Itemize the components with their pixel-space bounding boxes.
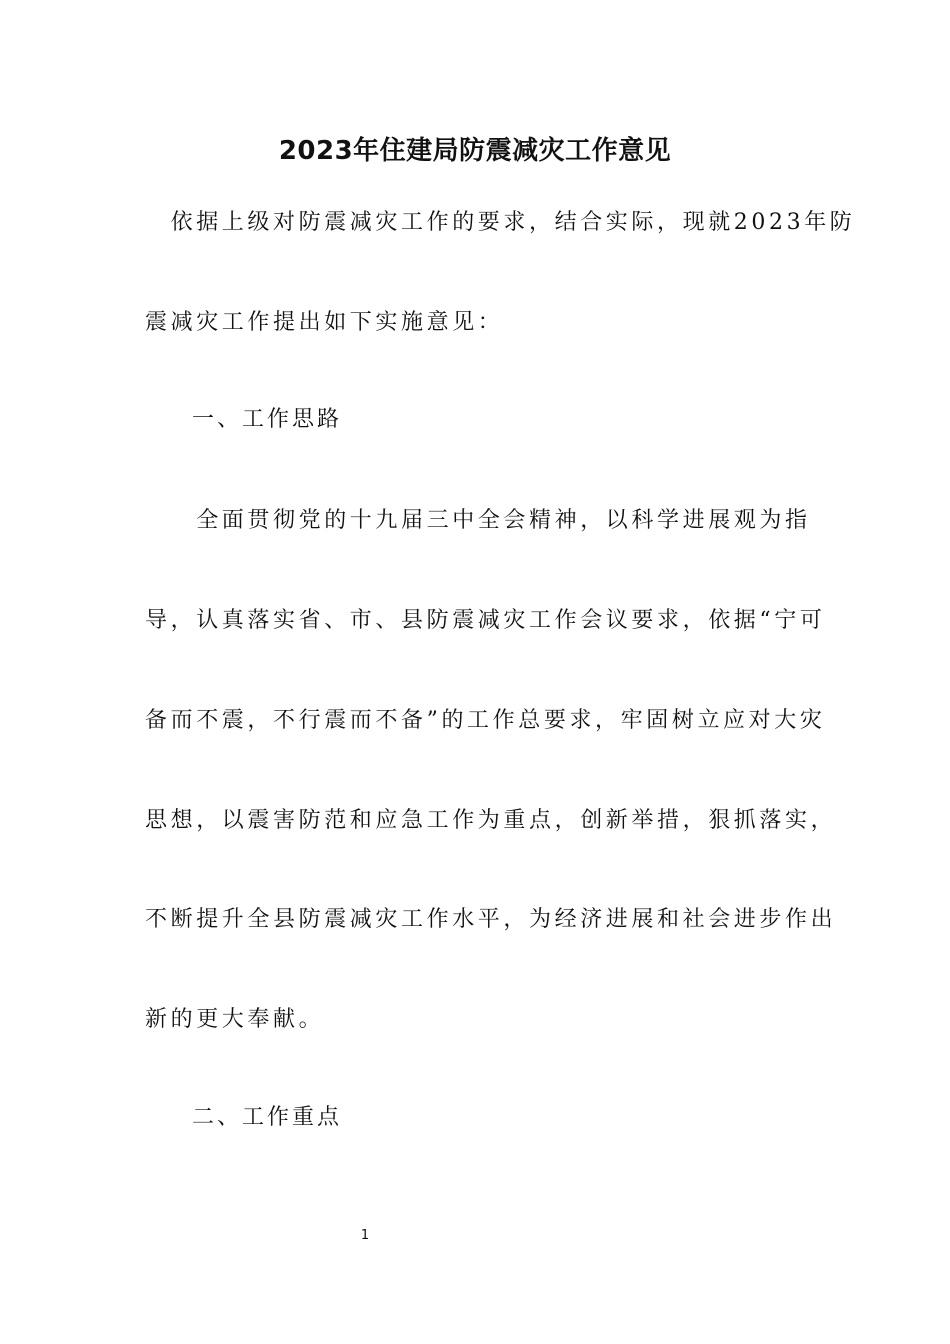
section-1-line-5: 不断提升全县防震减灾工作水平，为经济进展和社会进步作出 — [145, 907, 837, 932]
section-2-heading: 二、工作重点 — [192, 1105, 343, 1130]
document-title: 2023年住建局防震减灾工作意见 — [278, 136, 672, 166]
intro-line-2: 震减灾工作提出如下实施意见： — [145, 310, 504, 335]
page-number: 1 — [360, 1228, 370, 1243]
section-1-line-4: 思想，以震害防范和应急工作为重点，创新举措，狠抓落实， — [145, 808, 837, 833]
section-1-line-2: 导，认真落实省、市、县防震减灾工作会议要求，依据“宁可 — [145, 608, 826, 633]
section-1-line-6: 新的更大奉献。 — [145, 1007, 325, 1032]
section-1-line-1: 全面贯彻党的十九届三中全会精神，以科学进展观为指 — [145, 508, 811, 533]
section-1-heading: 一、工作思路 — [192, 407, 343, 432]
section-1-line-3: 备而不震，不行震而不备”的工作总要求，牢固树立应对大灾 — [145, 708, 826, 733]
intro-line-1: 依据上级对防震减灾工作的要求，结合实际，现就2023年防 — [145, 210, 856, 235]
